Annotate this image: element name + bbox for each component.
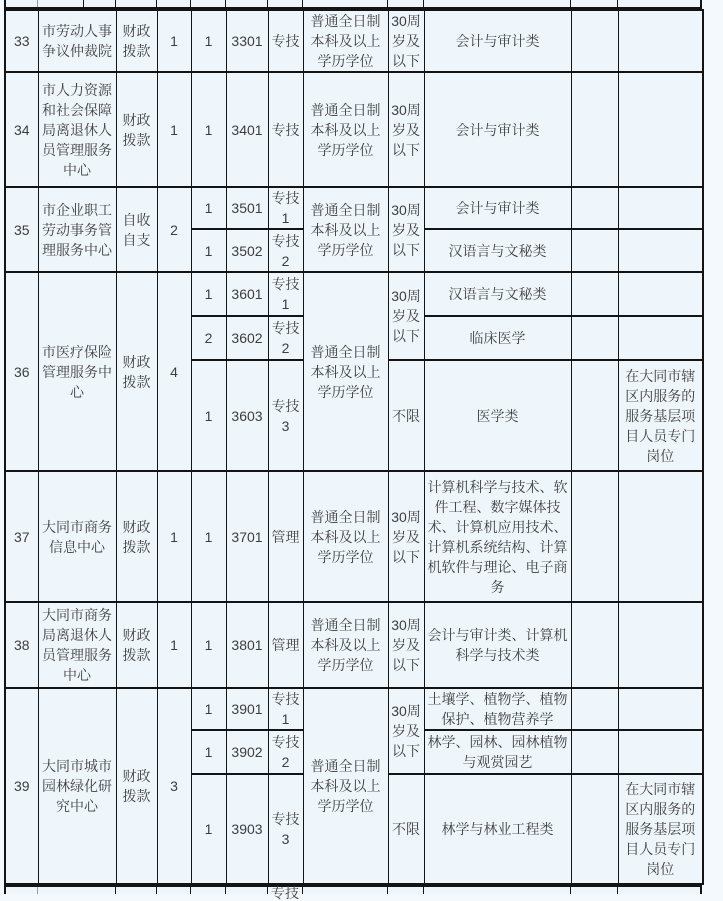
table-row [5,471,703,602]
unit-name-cell: 市医疗保险管理服务中心 [38,272,116,471]
funding-type-cell: 财政拨款 [116,10,157,72]
age-limit-cell: 30周岁及以下 [388,72,424,187]
recruitment-table [4,9,704,885]
education-cell: 普通全日制本科及以上学历学位 [303,688,388,884]
position-type-cell: 管理 [268,471,303,602]
position-code-cell: 3501 [226,187,268,229]
major-cell: 汉语言与文秘类 [424,272,571,316]
grid-line [617,887,618,894]
funding-type-cell: 财政拨款 [116,272,157,471]
recruit-count-cell: 1 [191,602,226,688]
position-code-cell: 3601 [226,272,268,316]
position-type-cell-partial: 专技 [271,885,299,901]
recruit-count-cell: 1 [191,471,226,602]
grid-line [37,887,38,894]
recruit-count-cell: 1 [191,730,226,774]
unit-name-cell: 市企业职工劳动事务管理服务中心 [38,187,116,272]
education-cell: 普通全日制本科及以上学历学位 [303,272,388,471]
empty-cell [571,688,618,730]
empty-cell [571,360,618,471]
recruit-count-cell: 2 [191,316,226,360]
grid-line [156,887,157,894]
position-code-cell: 3603 [226,360,268,471]
remark-cell [618,229,703,272]
major-cell: 林学、园林、园林植物与观赏园艺 [424,730,571,774]
remark-cell [618,72,703,187]
grid-line [156,0,157,7]
row-number-cell: 34 [5,72,38,187]
position-code-cell: 3801 [226,602,268,688]
education-cell: 普通全日制本科及以上学历学位 [303,602,388,688]
row-number-cell: 37 [5,471,38,602]
position-type-cell: 管理 [268,602,303,688]
recruit-total-cell: 4 [157,272,191,471]
empty-cell [571,229,618,272]
recruit-total-cell: 1 [157,602,191,688]
major-cell: 会计与审计类 [424,187,571,229]
remark-cell [618,272,703,316]
major-cell: 会计与审计类、计算机科学与技术类 [424,602,571,688]
recruit-count-cell: 1 [191,774,226,884]
recruit-total-cell: 3 [157,688,191,884]
position-type-cell: 专技3 [268,774,303,884]
age-limit-cell: 30周岁及以下 [388,272,424,360]
row-number-cell: 33 [5,10,38,72]
position-type-cell: 专技1 [268,187,303,229]
recruit-count-cell: 1 [191,688,226,730]
funding-type-cell: 财政拨款 [116,471,157,602]
funding-type-cell: 财政拨款 [116,602,157,688]
position-type-cell: 专技2 [268,229,303,272]
recruit-count-cell: 1 [191,10,226,72]
unit-name-cell: 市劳动人事争议仲裁院 [38,10,116,72]
grid-line [302,0,303,7]
remark-cell [618,602,703,688]
major-cell: 土壤学、植物学、植物保护、植物营养学 [424,688,571,730]
grid-line [570,887,571,894]
position-code-cell: 3902 [226,730,268,774]
major-cell: 医学类 [424,360,571,471]
remark-cell [618,187,703,229]
age-limit-cell: 30周岁及以下 [388,688,424,774]
major-cell: 临床医学 [424,316,571,360]
education-cell: 普通全日制本科及以上学历学位 [303,72,388,187]
recruit-count-cell: 1 [191,72,226,187]
empty-cell [571,272,618,316]
table-row [5,187,703,229]
position-type-cell: 专技2 [268,316,303,360]
unit-name-cell: 大同市商务信息中心 [38,471,116,602]
empty-cell [571,187,618,229]
age-limit-cell: 不限 [388,774,424,884]
remark-cell: 在大同市辖区内服务的服务基层项目人员专门岗位 [618,360,703,471]
grid-line [423,0,424,7]
grid-line [700,0,702,7]
major-cell: 计算机科学与技术、软件工程、数字媒体技术、计算机应用技术、计算机系统结构、计算机软件与理论、电子商务 [424,471,571,602]
grid-line [617,0,618,7]
recruit-total-cell: 1 [157,10,191,72]
education-cell: 普通全日制本科及以上学历学位 [303,10,388,72]
row-number-cell: 36 [5,272,38,471]
grid-line [115,887,116,894]
empty-cell [571,730,618,774]
grid-line [190,887,191,894]
major-cell: 林学与林业工程类 [424,774,571,884]
age-limit-cell: 30周岁及以下 [388,471,424,602]
remark-cell [618,10,703,72]
funding-type-cell: 财政拨款 [116,72,157,187]
recruit-total-cell: 1 [157,72,191,187]
funding-type-cell: 自收自支 [116,187,157,272]
recruit-count-cell: 1 [191,272,226,316]
age-limit-cell: 30周岁及以下 [388,187,424,272]
recruit-total-cell: 1 [157,471,191,602]
table-row [5,688,703,730]
position-type-cell: 专技 [268,10,303,72]
education-cell: 普通全日制本科及以上学历学位 [303,471,388,602]
grid-line [423,887,424,894]
table-row [5,272,703,316]
education-cell: 普通全日制本科及以上学历学位 [303,187,388,272]
position-type-cell: 专技1 [268,688,303,730]
major-cell: 汉语言与文秘类 [424,229,571,272]
empty-cell [571,602,618,688]
unit-name-cell: 大同市城市园林绿化研究中心 [38,688,116,884]
grid-line [225,887,226,894]
unit-name-cell: 市人力资源和社会保障局离退休人员管理服务中心 [38,72,116,187]
unit-name-cell: 大同市商务局离退休人员管理服务中心 [38,602,116,688]
next-row-partial [4,885,702,901]
table-row [5,602,703,688]
grid-line [570,0,571,7]
previous-row-partial [4,0,702,9]
remark-cell [618,688,703,730]
major-cell: 会计与审计类 [424,72,571,187]
empty-cell [571,316,618,360]
empty-cell [571,10,618,72]
recruit-count-cell: 1 [191,229,226,272]
grid-line [387,0,388,7]
remark-cell [618,471,703,602]
position-code-cell: 3301 [226,10,268,72]
position-code-cell: 3602 [226,316,268,360]
age-limit-cell: 不限 [388,360,424,471]
recruit-count-cell: 1 [191,187,226,229]
grid-line [4,887,6,894]
grid-line [225,0,226,7]
grid-line [700,887,702,894]
position-code-cell: 3502 [226,229,268,272]
grid-line [4,0,6,7]
position-code-cell: 3401 [226,72,268,187]
row-number-cell: 39 [5,688,38,884]
position-type-cell: 专技2 [268,730,303,774]
row-number-cell: 35 [5,187,38,272]
row-number-cell: 38 [5,602,38,688]
recruit-total-cell: 2 [157,187,191,272]
position-code-cell: 3901 [226,688,268,730]
remark-cell [618,730,703,774]
empty-cell [571,72,618,187]
recruit-count-cell: 1 [191,360,226,471]
major-cell: 会计与审计类 [424,10,571,72]
empty-cell [571,774,618,884]
position-type-cell: 专技3 [268,360,303,471]
position-type-cell: 专技 [268,72,303,187]
grid-line [302,887,303,894]
grid-line [115,0,116,7]
age-limit-cell: 30周岁及以下 [388,602,424,688]
grid-line [190,0,191,7]
table-row [5,72,703,187]
table-row [5,10,703,72]
grid-line [387,887,388,894]
grid-line [83,0,84,7]
age-limit-cell: 30周岁及以下 [388,10,424,72]
empty-cell [571,471,618,602]
position-code-cell: 3903 [226,774,268,884]
position-type-cell: 专技1 [268,272,303,316]
grid-line [267,0,268,7]
remark-cell: 在大同市辖区内服务的服务基层项目人员专门岗位 [618,774,703,884]
funding-type-cell: 财政拨款 [116,688,157,884]
position-code-cell: 3701 [226,471,268,602]
remark-cell [618,316,703,360]
grid-line [37,0,38,7]
